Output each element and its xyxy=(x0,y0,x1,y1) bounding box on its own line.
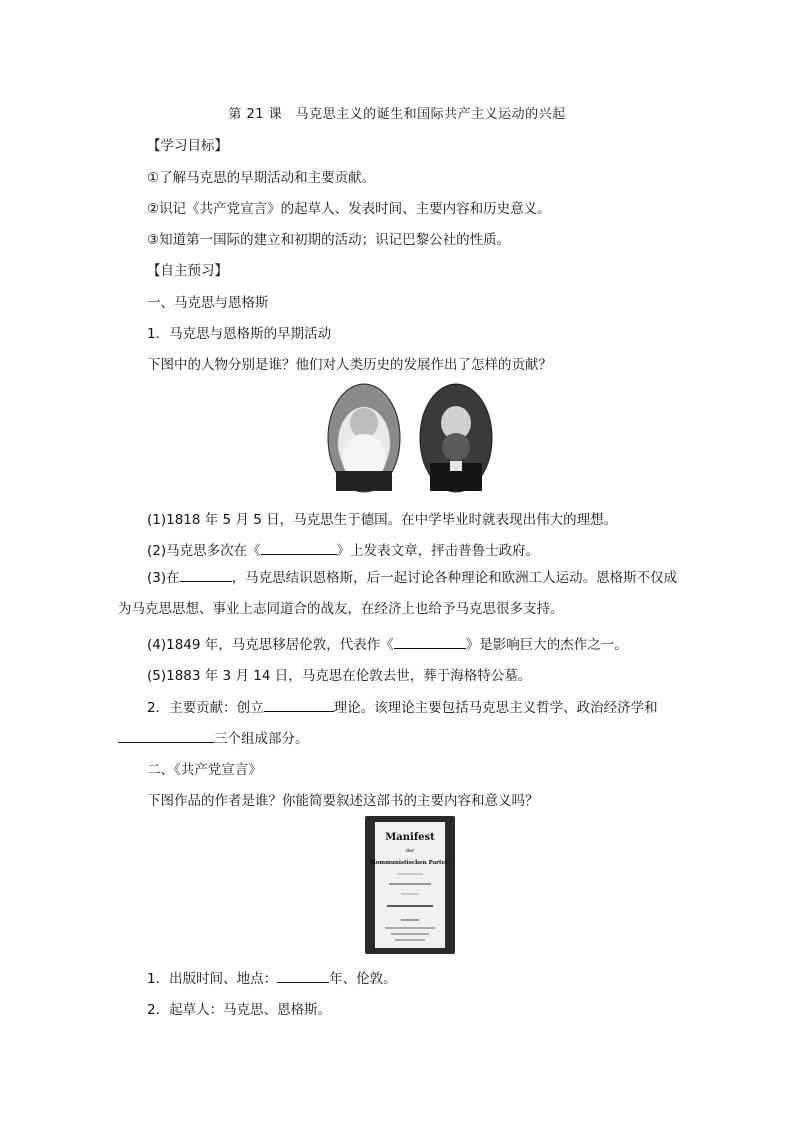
item-5: (5)1883 年 3 月 14 日，马克思在伦敦去世，葬于海格特公墓。 xyxy=(147,668,532,684)
subsection-2 xyxy=(147,696,658,716)
manifesto-subtitle: Kommunistischen Partei. xyxy=(370,860,450,866)
fill-blank[interactable] xyxy=(394,634,466,649)
publication-end: 年、伦敦。 xyxy=(329,971,397,987)
subsection-2-continued xyxy=(118,727,309,747)
subsection-1-heading: 1．马克思与恩格斯的早期活动 xyxy=(147,326,332,342)
communist-manifesto-cover-image xyxy=(365,816,455,954)
manifesto-title-word: Manifest xyxy=(385,832,435,843)
publication-start: 1．出版时间、地点： xyxy=(147,971,278,987)
item-2-end: 》上发表文章，抨击普鲁士政府。 xyxy=(336,543,540,559)
manifesto-cover-art xyxy=(370,822,450,948)
item-2 xyxy=(147,539,539,559)
part2-heading: 二、《共产党宣言》 xyxy=(147,762,262,778)
fill-blank[interactable] xyxy=(118,728,214,743)
item-4-end: 》是影响巨大的杰作之一。 xyxy=(465,637,628,653)
question-2: 下图作品的作者是谁？你能简要叙述这部书的主要内容和意义吗？ xyxy=(147,793,539,809)
item-2-start: (2)马克思多次在《 xyxy=(147,543,261,559)
manifesto-cover-page xyxy=(370,822,450,948)
fill-blank[interactable] xyxy=(180,567,232,582)
marx-engels-portraits-image xyxy=(326,383,494,493)
goal-3: ③知道第一国际的建立和初期的活动；识记巴黎公社的性质。 xyxy=(147,232,511,248)
part1-heading: 一、马克思与恩格斯 xyxy=(147,295,269,311)
preview-heading: 【自主预习】 xyxy=(147,263,228,279)
item-3-start: (3)在 xyxy=(147,570,180,586)
item-3 xyxy=(118,563,678,625)
drafters: 2．起草人：马克思、恩格斯。 xyxy=(147,1002,332,1018)
publication-info xyxy=(147,967,397,987)
goals-heading: 【学习目标】 xyxy=(147,138,228,154)
question-1: 下图中的人物分别是谁？他们对人类历史的发展作出了怎样的贡献？ xyxy=(147,357,552,373)
manifesto-der: der xyxy=(405,848,415,854)
item-4-start: (4)1849 年，马克思移居伦敦，代表作《 xyxy=(147,637,394,653)
fill-blank[interactable] xyxy=(277,968,329,983)
fill-blank[interactable] xyxy=(264,697,334,712)
goal-2: ②识记《共产党宣言》的起草人、发表时间、主要内容和历史意义。 xyxy=(147,201,551,217)
fill-blank[interactable] xyxy=(261,540,337,555)
item-4 xyxy=(147,633,628,653)
subsection-2-end: 三个组成部分。 xyxy=(214,731,309,747)
item-1: (1)1818 年 5 月 5 日，马克思生于德国。在中学毕业时就表现出伟大的理想。 xyxy=(147,512,618,528)
item-3-end: ，马克思结识恩格斯，后一起讨论各种理论和欧洲工人运动。恩格斯不仅成为马克思思想、事业上志同道合的战友，在经济上也给予马克思很多支持。 xyxy=(118,570,678,617)
subsection-2-middle: 理论。该理论主要包括马克思主义哲学、政治经济学和 xyxy=(333,700,658,716)
subsection-2-start: 2．主要贡献：创立 xyxy=(147,700,264,716)
lesson-title: 第 21 课 马克思主义的诞生和国际共产主义运动的兴起 xyxy=(228,107,566,122)
goal-1: ①了解马克思的早期活动和主要贡献。 xyxy=(147,170,376,186)
